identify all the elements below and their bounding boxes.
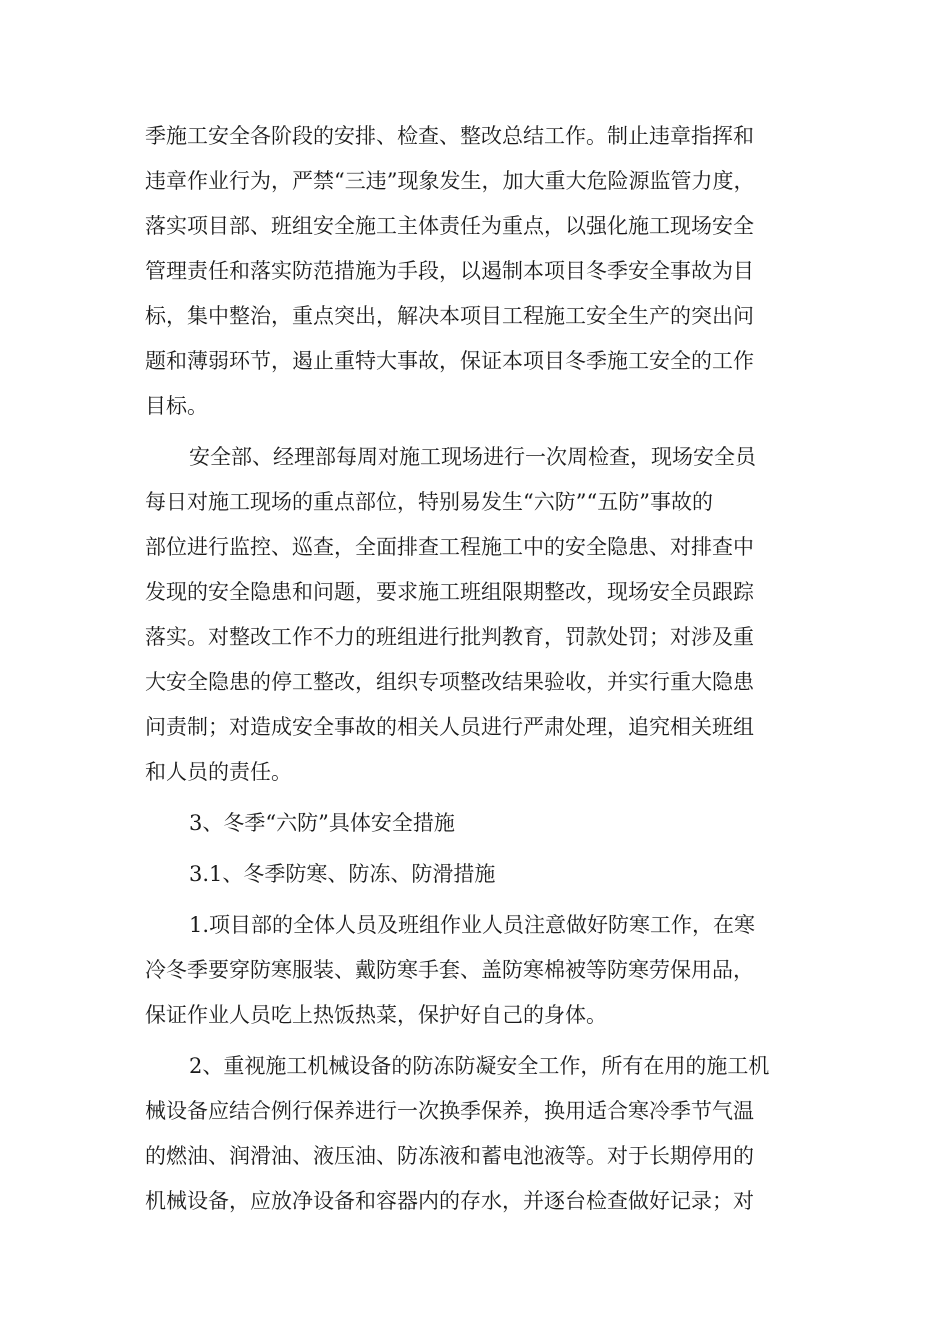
text-line: 2、重视施工机械设备的防冻防凝安全工作，所有在用的施工机 — [189, 1054, 770, 1078]
text-line: 落实项目部、班组安全施工主体责任为重点，以强化施工现场安全 — [145, 214, 754, 238]
text-line: 3、冬季“六防”具体安全措施 — [189, 811, 455, 835]
document-body — [145, 114, 815, 1224]
paragraph-p4 — [145, 1044, 815, 1224]
text-line: 题和薄弱环节，遏止重特大事故，保证本项目冬季施工安全的工作 — [145, 349, 754, 373]
text-line: 发现的安全隐患和问题，要求施工班组限期整改，现场安全员跟踪 — [145, 580, 754, 604]
text-line: 落实。对整改工作不力的班组进行批判教育，罚款处罚；对涉及重 — [145, 625, 754, 649]
text-line: 目标。 — [145, 394, 208, 418]
paragraph-p1 — [145, 114, 815, 429]
text-line: 违章作业行为，严禁“三违”现象发生，加大重大危险源监管力度， — [145, 169, 755, 193]
text-line: 的燃油、润滑油、液压油、防冻液和蓄电池液等。对于长期停用的 — [145, 1144, 754, 1168]
text-line: 保证作业人员吃上热饭热菜，保护好自己的身体。 — [145, 1003, 607, 1027]
text-line: 机械设备，应放净设备和容器内的存水，并逐台检查做好记录；对 — [145, 1189, 754, 1213]
paragraph-p3 — [145, 903, 815, 1038]
paragraph-p2 — [145, 435, 815, 795]
text-line: 标，集中整治，重点突出，解决本项目工程施工安全生产的突出问 — [145, 304, 754, 328]
text-line: 1.项目部的全体人员及班组作业人员注意做好防寒工作，在寒 — [189, 913, 756, 937]
paragraph-h3 — [145, 801, 815, 846]
text-line: 冷冬季要穿防寒服装、戴防寒手套、盖防寒棉被等防寒劳保用品， — [145, 958, 754, 982]
text-line: 部位进行监控、巡查，全面排查工程施工中的安全隐患、对排查中 — [145, 535, 754, 559]
text-line: 3.1、冬季防寒、防冻、防滑措施 — [189, 862, 496, 886]
text-line: 安全部、经理部每周对施工现场进行一次周检查，现场安全员 — [189, 445, 756, 469]
paragraph-h31 — [145, 852, 815, 897]
text-line: 问责制；对造成安全事故的相关人员进行严肃处理，追究相关班组 — [145, 715, 754, 739]
text-line: 管理责任和落实防范措施为手段，以遏制本项目冬季安全事故为目 — [145, 259, 754, 283]
text-line: 大安全隐患的停工整改，组织专项整改结果验收，并实行重大隐患 — [145, 670, 754, 694]
text-line: 每日对施工现场的重点部位，特别易发生“六防”“五防”事故的 — [145, 490, 713, 514]
text-line: 械设备应结合例行保养进行一次换季保养，换用适合寒冷季节气温 — [145, 1099, 754, 1123]
text-line: 和人员的责任。 — [145, 760, 292, 784]
text-line: 季施工安全各阶段的安排、检查、整改总结工作。制止违章指挥和 — [145, 124, 754, 148]
